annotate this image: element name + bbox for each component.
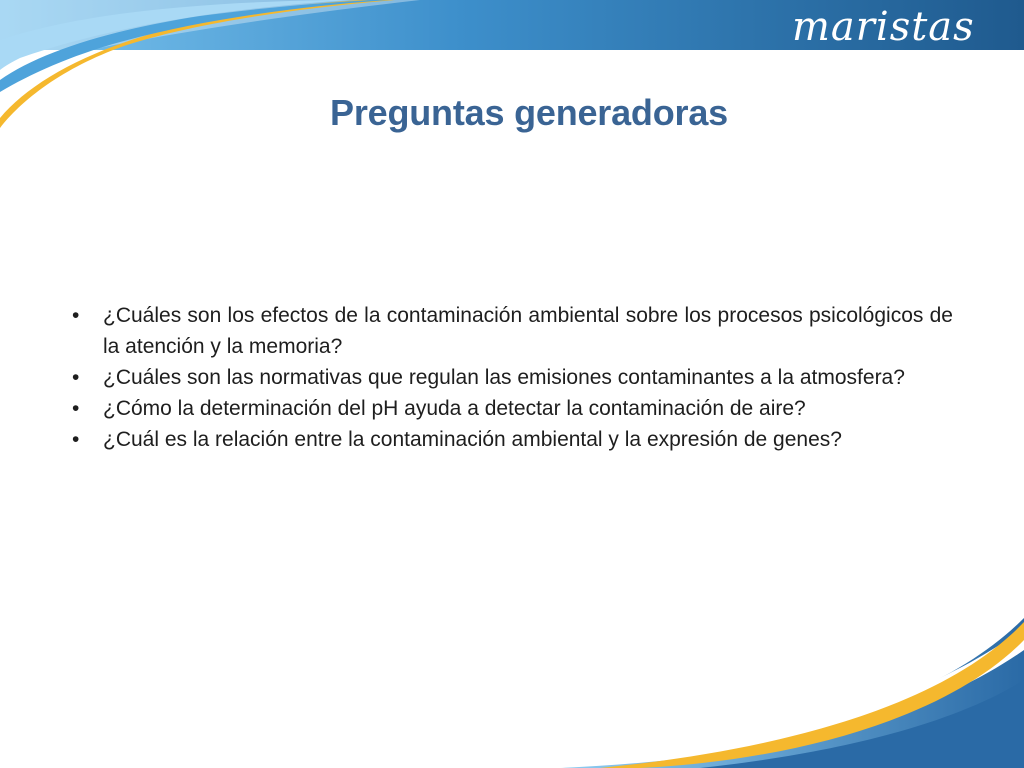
question-text: ¿Cómo la determinación del pH ayuda a detectar la contaminación de aire? (103, 397, 806, 420)
bullet-marker: • (72, 397, 80, 420)
logo-text: maristas (792, 8, 975, 48)
question-list (72, 300, 953, 455)
question-text: ¿Cuáles son los efectos de la contaminación ambiental sobre los procesos psicológicos de la atención y la memoria? (103, 304, 953, 358)
question-text: ¿Cuál es la relación entre la contaminación ambiental y la expresión de genes? (103, 428, 842, 451)
list-item (72, 300, 953, 362)
bullet-marker: • (72, 428, 80, 451)
bullet-marker: • (72, 304, 80, 327)
list-item (72, 362, 953, 393)
slide-title: Preguntas generadoras (330, 92, 728, 133)
question-text: ¿Cuáles son las normativas que regulan las emisiones contaminantes a la atmosfera? (103, 366, 905, 389)
maristas-logo (790, 8, 1015, 48)
bullet-marker: • (72, 366, 80, 389)
list-item (72, 393, 953, 424)
list-item (72, 424, 953, 455)
